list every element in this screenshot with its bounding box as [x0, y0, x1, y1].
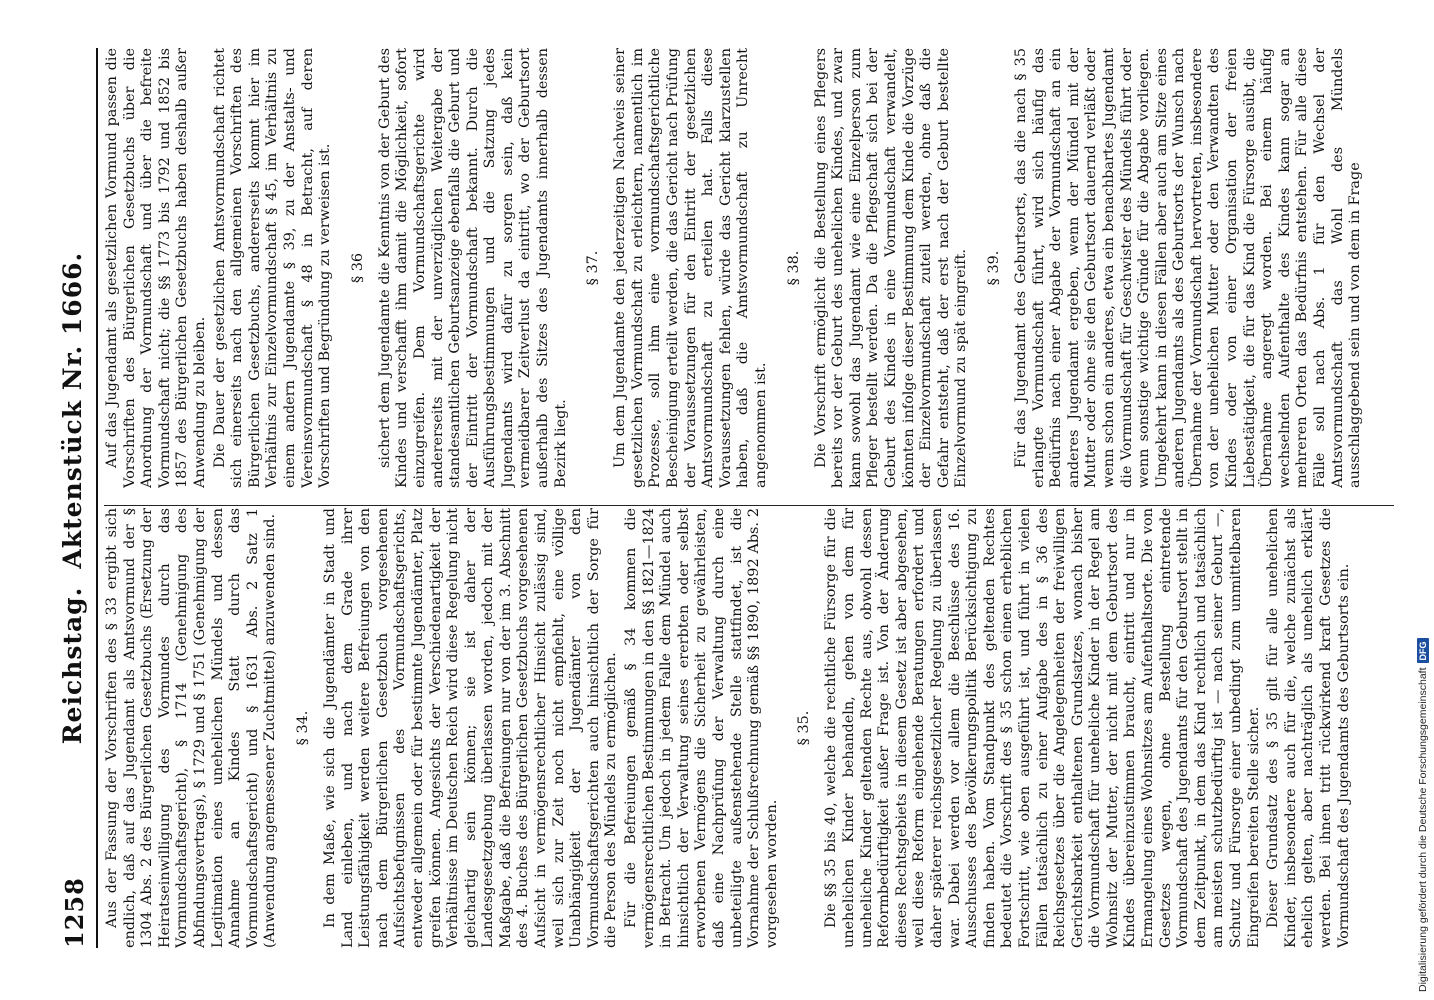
section-heading: § 37. — [585, 250, 602, 286]
running-head-right: Aktenstück Nr. 1666. — [58, 251, 87, 569]
paragraph: Die Dauer der gesetzlichen Amtsvormundschaft richtet sich einerseits nach den allgemeinen Vorschriften des Bürgerlichen Gesetzbuchs, andererseits kommt hier im Verhältnis zur Einzelvormundschaft § 45, im Verhältnis zu einem andern Jugendamte § 39, zu der Anstalts- und Vereinsvormundschaft § 48 in Betracht, auf deren Vorschriften und Begründung zu verweisen ist. — [211, 48, 334, 488]
section-heading: § 39. — [985, 250, 1002, 286]
dfg-logo: DFG — [1417, 638, 1429, 663]
paragraph: Für die Befreiungen gemäß § 34 kommen die vermögensrechtlichen Bestimmungen in den §§ 1821—1824 in Betracht. Um jedoch in jedem Falle dem Mündel auch hinsichtlich der Verwaltung seines ererbten oder selbst erworbenen Vermögens die Sicherheit zu gewährleisten, daß eine Nachprüfung der Verwaltung durch eine unbeteiligte außenstehende Stelle stattfindet, ist die Vornahme der Schlußrechnung gemäß §§ 1890, 1892 Abs. 2 vorgesehen worden. — [623, 508, 780, 948]
running-head-left: Reichstag. — [58, 586, 87, 745]
paragraph: Die Vorschrift ermöglicht die Bestellung eines Pflegers bereits vor der Geburt des unehelichen Kindes, und zwar kann sowohl das Jugendamt wie eine Einzelperson zum Pfleger bestellt werden. Da die Pflegschaft sich bei der Geburt des Kindes in eine Vormundschaft verwandelt, könnten infolge dieser Bestimmung dem Kinde die Vorzüge der Einzelvormundschaft zuteil werden, ohne daß die Gefahr entsteht, daß der erst nach der Geburt bestellte Einzelvormund zu spät eingreift. — [812, 48, 970, 488]
paragraph: Um dem Jugendamte den jederzeitigen Nachweis seiner gesetzlichen Vormundschaft zu erleichtern, namentlich im Prozesse, soll ihm eine vormundschaftsgerichtliche Bescheinigung erteilt werden, die das Gericht nach Prüfung der Voraussetzungen für den Eintritt der gesetzlichen Amtsvormundschaft zu erteilen hat. Falls diese Voraussetzungen fehlen, würde das Gericht klarzustellen haben, daß die Amtsvormundschaft zu Unrecht angenommen ist. — [612, 48, 769, 488]
page-header — [54, 48, 98, 948]
section-heading: § 36 — [349, 252, 366, 284]
section-heading: § 38. — [785, 250, 802, 286]
left-column — [104, 508, 1394, 948]
page-number: 1258 — [60, 877, 89, 948]
paragraph: In dem Maße, wie sich die Jugendämter in Stadt und Land einleben, und nach dem Grade ihrer Leistungsfähigkeit werden weitere Befreiungen von den nach dem Bürgerlichen Gesetzbuch vorgesehenen Aufsichtsbefugnissen des Vormundschaftsgerichts, entweder allgemein oder für bestimmte Jugendämter, Platz greifen können. Angesichts der Verschiedenartigkeit der Verhältnisse im Deutschen Reich wird diese Regelung nicht gleichartig sein können; sie ist daher der Landesgesetzgebung überlassen worden, jedoch mit der Maßgabe, daß die Befreiungen nur von der im 3. Abschnitt des 4. Buches des Bürgerlichen Gesetzbuchs vorgesehenen Aufsicht in vermögensrechtlicher Hinsicht zulässig sind, weil sich zur Zeit noch nicht empfiehlt, eine völlige Unabhängigkeit der Jugendämter von den Vormundschaftsgerichten auch hinsichtlich der Sorge für die Person des Mündels zu ermöglichen. — [321, 508, 620, 948]
paragraph: Die §§ 35 bis 40, welche die rechtliche Fürsorge für die unehelichen Kinder behandeln, gehen von dem für uneheliche Kinder geltenden Rechte aus, obwohl dessen Reformbedürftigkeit außer Frage ist. Von der Änderung dieses Rechtsgebiets in diesem Gesetz ist aber abgesehen, weil diese Reform eingehende Beratungen erfordert und daher späterer reichsgesetzlicher Regelung zu überlassen war. Dabei werden vor allem die Beschlüsse des 16. Ausschusses des Bevölkerungspolitik Berücksichtigung zu finden haben. Vom Standpunkt des geltenden Rechtes bedeutet die Vorschrift des § 35 schon einen erheblichen Fortschritt, wie oben ausgeführt ist, und führt in vielen Fällen tatsächlich zu einer Aufgabe des in § 36 des Reichsgesetzes über die Angelegenheiten der freiwilligen Gerichtsbarkeit enthaltenen Grundsatzes, wonach bisher die Vormundschaft für uneheliche Kinder in der Regel am Wohnsitz der Mutter, der nicht mit dem Geburtsort des Kindes übereinzustimmen braucht, eintritt und nur in Ermangelung eines Wohnsitzes am Aufenthaltsorte. Die von Gesetzes wegen, ohne Bestellung eintretende Vormundschaft des Jugendamts für den Geburtsort stellt in dem Zeitpunkt, in dem das Kind rechtlich und tatsächlich am meisten schutzbedürftig ist — nach seiner Geburt —, Schutz und Fürsorge einer unbedingt zum unmittelbaren Eingreifen bereiten Stelle sicher. — [823, 508, 1262, 948]
column-divider — [104, 505, 1394, 506]
section-heading: § 35. — [796, 710, 813, 746]
section-heading: § 34. — [294, 710, 311, 746]
paragraph: Aus der Fassung der Vorschriften des § 33 ergibt sich endlich, daß auf das Jugendamt als Amtsvormund der § 1304 Abs. 2 des Bürgerlichen Gesetzbuchs (Ersetzung der Heiratseinwilligung des Vormundes durch das Vormundschaftsgericht), § 1714 (Genehmigung des Abfindungsvertrags), § 1729 und § 1751 (Genehmigung der Legitimation eines unehelichen Mündels und dessen Annahme an Kindes Statt durch das Vormundschaftsgericht) und § 1631 Abs. 2 Satz 1 (Anwendung angemessener Zuchtmittel) anzuwenden sind. — [104, 508, 279, 948]
header-rule — [96, 48, 98, 948]
paragraph: sichert dem Jugendamte die Kenntnis von der Geburt des Kindes und verschafft ihm damit die Möglichkeit, sofort einzugreifen. Dem Vormundschaftsgerichte wird andererseits mit der unverzüglichen Weitergabe der standesamtlichen Geburtsanzeige ebenfalls die Geburt und der Eintritt der Vormundschaft bekannt. Durch die Ausführungsbestimmungen und die Satzung jedes Jugendamts wird dafür zu sorgen sein, daß kein vermeidbarer Zeitverlust da eintritt, wo der Geburtsort außerhalb des Sitzes des Jugendamts innerhalb dessen Bezirk liegt. — [376, 48, 569, 488]
right-column — [104, 48, 1394, 488]
digitization-credit — [1416, 8, 1430, 992]
running-head — [58, 48, 87, 948]
paragraph: Dieser Grundsatz des § 35 gilt für alle unehelichen Kinder, insbesondere auch für die, welche zunächst als ehelich gelten, aber nachträglich als unehelich erklärt werden. Bei ihnen tritt rückwirkend kraft Gesetzes die Vormundschaft des Jugendamts des Geburtsorts ein. — [1265, 508, 1352, 948]
paragraph: Für das Jugendamt des Geburtsorts, das die nach § 35 erlangte Vormundschaft führt, wird sich häufig das Bedürfnis nach einer Abgabe der Vormundschaft an ein anderes Jugendamt ergeben, wenn der Mündel mit der Mutter oder ohne sie den Geburtsort dauernd verläßt oder wenn schon ein anderes, etwa ein benachbartes Jugendamt die Vormundschaft für Geschwister des Mündels führt oder wenn sonstige wichtige Gründe für die Abgabe vorliegen. Umgekehrt kann in diesen Fällen aber auch am Sitze eines anderen Jugendamts als des Geburtsorts der Wunsch nach Übernahme der Vormundschaft hervortreten, insbesondere von der unehelichen Mutter oder den Verwandten des Kindes oder von einer Organisation der freien Liebestätigkeit, die für das Kind die Fürsorge ausübt, die Übernahme angeregt worden. Bei einem häufig wechselnden Aufenthalte des Kindes kann sogar an mehreren Orten das Bedürfnis entstehen. Für alle diese Fälle soll nach Abs. 1 für den Wechsel der Amtsvormundschaft das Wohl des Mündels ausschlaggebend sein und von dem in Frage — [1012, 48, 1364, 488]
credit-text: Digitalisierung gefördert durch die Deutsche Forschungsgemeinschaft — [1417, 667, 1429, 992]
paragraph: Auf das Jugendamt als gesetzlichen Vormund passen die Vorschriften des Bürgerlichen Gesetzbuchs über die Anordnung der Vormundschaft und über die befreite Vormundschaft nicht; die §§ 1773 bis 1792 und 1852 bis 1857 des Bürgerlichen Gesetzbuchs haben deshalb außer Anwendung zu bleiben. — [104, 48, 208, 488]
